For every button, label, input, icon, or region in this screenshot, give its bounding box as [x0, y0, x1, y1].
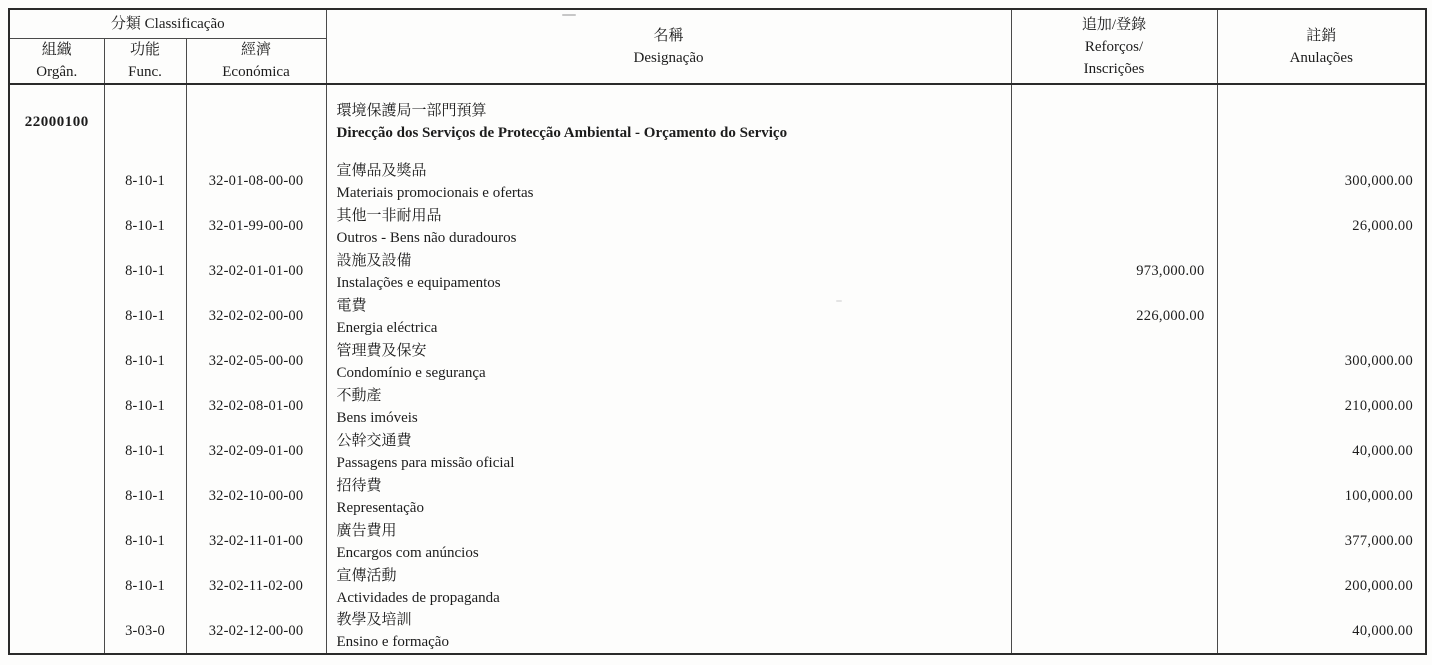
row-econ-code: 32-02-01-01-00 — [186, 249, 326, 294]
table-row — [9, 564, 1426, 609]
row-organ-cell — [9, 159, 104, 204]
row-cancellation-amount: 210,000.00 — [1217, 384, 1426, 429]
header-reinforcements — [1011, 9, 1217, 84]
row-cancellation-amount: 40,000.00 — [1217, 609, 1426, 654]
row-organ-cell — [9, 564, 104, 609]
row-cancellation-amount — [1217, 249, 1426, 294]
row-designation-zh: 教學及培訓 — [336, 612, 412, 628]
row-reinforcement-amount — [1011, 159, 1217, 204]
row-designation-zh: 其他一非耐用品 — [336, 207, 442, 224]
row-func-code: 8-10-1 — [104, 474, 186, 519]
header-func-zh: 功能 — [129, 42, 160, 58]
row-organ-cell — [9, 609, 104, 654]
row-organ-cell — [9, 384, 104, 429]
header-econ — [186, 39, 326, 85]
header-econ-zh: 經濟 — [240, 42, 271, 58]
row-designation-zh: 招待費 — [336, 477, 382, 494]
row-func-code: 8-10-1 — [104, 339, 186, 384]
row-designation-cell — [326, 384, 1011, 429]
row-designation-cell — [326, 204, 1011, 249]
row-reinforcement-amount — [1011, 609, 1217, 654]
header-designation-pt: Designação — [633, 49, 704, 66]
row-designation-pt: Materiais promocionais e ofertas — [336, 184, 534, 201]
row-designation-pt: Ensino e formação — [336, 634, 449, 650]
row-econ-code: 32-02-02-00-00 — [186, 294, 326, 339]
row-organ-cell — [9, 204, 104, 249]
table-body — [9, 84, 1426, 654]
header-designation-zh: 名稱 — [653, 27, 684, 44]
row-reinforcement-amount — [1011, 384, 1217, 429]
row-func-code: 8-10-1 — [104, 519, 186, 564]
row-designation-zh: 廣告費用 — [336, 522, 397, 539]
row-designation-zh: 電費 — [336, 297, 367, 314]
row-cancellation-amount: 40,000.00 — [1217, 429, 1426, 474]
row-designation-cell — [326, 519, 1011, 564]
header-organ-pt: Orgân. — [36, 64, 78, 80]
header-designation — [326, 9, 1011, 84]
row-econ-code: 32-02-11-01-00 — [186, 519, 326, 564]
header-cancellations-pt: Anulações — [1289, 49, 1353, 66]
table-row — [9, 519, 1426, 564]
row-designation-zh: 宣傳品及獎品 — [336, 162, 427, 179]
organ-code: 22000100 — [24, 113, 89, 130]
row-func-code: 8-10-1 — [104, 294, 186, 339]
row-designation-zh: 宣傳活動 — [336, 567, 397, 584]
row-cancellation-amount: 26,000.00 — [1217, 204, 1426, 249]
row-reinforcement-amount: 973,000.00 — [1011, 249, 1217, 294]
group-cancellation-cell — [1217, 84, 1426, 159]
row-designation-pt: Passagens para missão oficial — [336, 454, 515, 471]
table-row — [9, 339, 1426, 384]
row-reinforcement-amount — [1011, 564, 1217, 609]
row-reinforcement-amount — [1011, 429, 1217, 474]
row-econ-code: 32-02-11-02-00 — [186, 564, 326, 609]
table-row — [9, 159, 1426, 204]
row-reinforcement-amount — [1011, 519, 1217, 564]
row-reinforcement-amount — [1011, 474, 1217, 519]
row-designation-zh: 公幹交通費 — [336, 432, 412, 449]
row-cancellation-amount: 200,000.00 — [1217, 564, 1426, 609]
group-reinforcement-cell — [1011, 84, 1217, 159]
row-designation-pt: Actividades de propaganda — [336, 589, 500, 606]
row-func-code: 3-03-0 — [104, 609, 186, 654]
group-organ-code-cell — [9, 84, 104, 159]
row-func-code: 8-10-1 — [104, 204, 186, 249]
row-designation-pt: Bens imóveis — [336, 409, 418, 426]
table-row — [9, 429, 1426, 474]
table-row — [9, 249, 1426, 294]
header-func-pt: Func. — [128, 64, 162, 80]
group-func-cell — [104, 84, 186, 159]
row-reinforcement-amount: 226,000.00 — [1011, 294, 1217, 339]
header-reinforcements-pt1: Reforços/ — [1084, 38, 1144, 55]
group-title-cell — [326, 84, 1011, 159]
header-classification — [9, 9, 326, 39]
header-reinforcements-zh: 追加/登錄 — [1081, 16, 1147, 33]
group-title-zh: 環境保護局一部門預算 — [336, 103, 487, 119]
row-cancellation-amount: 300,000.00 — [1217, 339, 1426, 384]
header-reinforcements-pt2: Inscrições — [1083, 60, 1145, 77]
header-cancellations-zh: 註銷 — [1306, 27, 1337, 44]
row-cancellation-amount: 100,000.00 — [1217, 474, 1426, 519]
header-classification-label: 分類 Classificação — [110, 16, 225, 32]
row-designation-cell — [326, 339, 1011, 384]
row-designation-zh: 設施及設備 — [336, 252, 412, 269]
row-econ-code: 32-02-12-00-00 — [186, 609, 326, 654]
row-econ-code: 32-01-08-00-00 — [186, 159, 326, 204]
row-func-code: 8-10-1 — [104, 564, 186, 609]
row-func-code: 8-10-1 — [104, 429, 186, 474]
row-designation-pt: Condomínio e segurança — [336, 364, 486, 381]
row-organ-cell — [9, 294, 104, 339]
row-designation-pt: Energia eléctrica — [336, 319, 438, 336]
table-row — [9, 204, 1426, 249]
row-designation-zh: 管理費及保安 — [336, 342, 427, 359]
row-designation-cell — [326, 294, 1011, 339]
row-designation-cell — [326, 474, 1011, 519]
row-designation-cell — [326, 609, 1011, 654]
row-organ-cell — [9, 339, 104, 384]
table-row — [9, 294, 1426, 339]
table-row — [9, 609, 1426, 654]
row-func-code: 8-10-1 — [104, 159, 186, 204]
table-header — [9, 9, 1426, 84]
row-organ-cell — [9, 249, 104, 294]
row-organ-cell — [9, 474, 104, 519]
row-designation-cell — [326, 249, 1011, 294]
header-cancellations — [1217, 9, 1426, 84]
row-designation-pt: Instalações e equipamentos — [336, 274, 501, 291]
group-econ-cell — [186, 84, 326, 159]
row-cancellation-amount: 300,000.00 — [1217, 159, 1426, 204]
row-reinforcement-amount — [1011, 339, 1217, 384]
row-econ-code: 32-02-05-00-00 — [186, 339, 326, 384]
table-row — [9, 384, 1426, 429]
table-row — [9, 474, 1426, 519]
row-designation-zh: 不動產 — [336, 387, 382, 404]
header-func — [104, 39, 186, 85]
budget-table — [8, 8, 1427, 655]
group-header-row — [9, 84, 1426, 159]
header-organ-zh: 組織 — [41, 42, 72, 58]
row-cancellation-amount — [1217, 294, 1426, 339]
row-func-code: 8-10-1 — [104, 384, 186, 429]
row-econ-code: 32-02-09-01-00 — [186, 429, 326, 474]
header-organ — [9, 39, 104, 85]
row-designation-pt: Representação — [336, 499, 424, 516]
group-title-pt: Direcção dos Serviços de Protecção Ambiental - Orçamento do Serviço — [336, 125, 788, 141]
header-econ-pt: Económica — [222, 64, 290, 80]
row-func-code: 8-10-1 — [104, 249, 186, 294]
row-econ-code: 32-02-08-01-00 — [186, 384, 326, 429]
row-designation-cell — [326, 159, 1011, 204]
row-econ-code: 32-01-99-00-00 — [186, 204, 326, 249]
row-designation-pt: Encargos com anúncios — [336, 544, 479, 561]
row-designation-cell — [326, 564, 1011, 609]
row-econ-code: 32-02-10-00-00 — [186, 474, 326, 519]
row-cancellation-amount: 377,000.00 — [1217, 519, 1426, 564]
row-designation-cell — [326, 429, 1011, 474]
row-organ-cell — [9, 519, 104, 564]
row-organ-cell — [9, 429, 104, 474]
row-designation-pt: Outros - Bens não duradouros — [336, 229, 517, 246]
row-reinforcement-amount — [1011, 204, 1217, 249]
